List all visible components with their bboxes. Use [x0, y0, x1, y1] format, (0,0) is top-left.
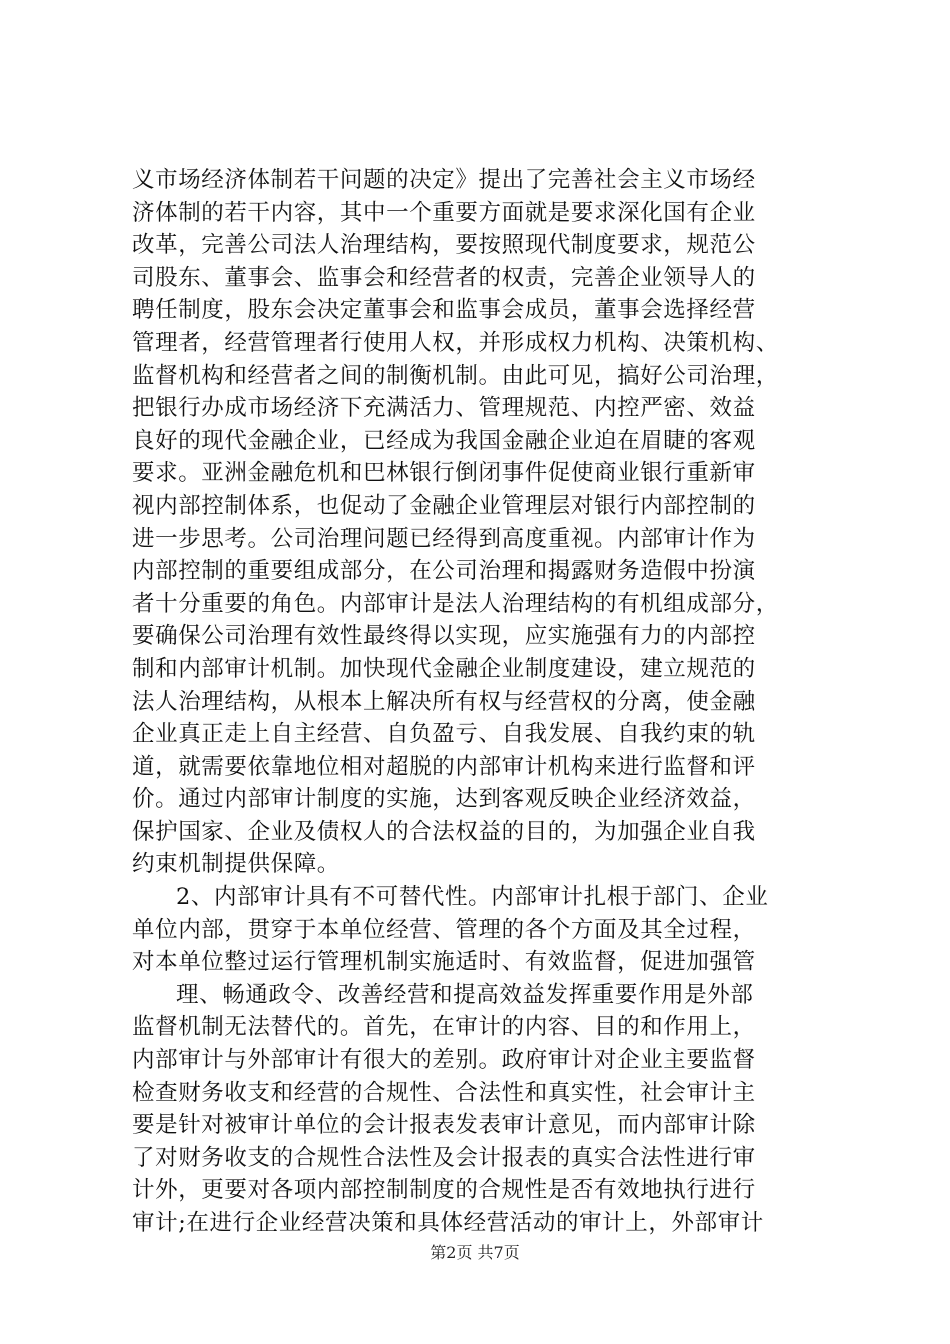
text-line: 价。通过内部审计制度的实施，达到客观反映企业经济效益， — [132, 786, 756, 813]
text-line: 单位内部，贯穿于本单位经营、管理的各个方面及其全过程， — [132, 916, 756, 943]
text-line: 监督机制无法替代的。首先，在审计的内容、目的和作用上， — [132, 1014, 756, 1041]
text-line: 要是针对被审计单位的会计报表发表审计意见，而内部审计除 — [132, 1112, 756, 1139]
text-line: 保护国家、企业及债权人的合法权益的目的，为加强企业自我 — [132, 818, 756, 845]
page-footer — [0, 1243, 950, 1263]
text-line: 企业真正走上自主经营、自负盈亏、自我发展、自我约束的轨 — [132, 721, 756, 748]
text-line: 审计;在进行企业经营决策和具体经营活动的审计上，外部审计 — [132, 1210, 764, 1236]
text-line: 对本单位整过运行管理机制实施适时、有效监督，促进加强管 — [132, 949, 756, 976]
text-line: 聘任制度，股东会决定董事会和监事会成员，董事会选择经营 — [132, 297, 756, 324]
text-line: 济体制的若干内容，其中一个重要方面就是要求深化国有企业 — [132, 199, 756, 226]
text-line: 道，就需要依靠地位相对超脱的内部审计机构来进行监督和评 — [132, 753, 756, 780]
text-line: 义市场经济体制若干问题的决定》提出了完善社会主义市场经 — [132, 167, 756, 193]
text-line: 约束机制提供保障。 — [132, 851, 340, 878]
text-line: 改革，完善公司法人治理结构，要按照现代制度要求，规范公 — [132, 232, 756, 259]
text-line: 视内部控制体系，也促动了金融企业管理层对银行内部控制的 — [132, 492, 756, 519]
text-line: 要确保公司治理有效性最终得以实现，应实施强有力的内部控 — [132, 623, 756, 650]
text-line: 把银行办成市场经济下充满活力、管理规范、内控严密、效益 — [132, 395, 756, 422]
text-line: 法人治理结构，从根本上解决所有权与经营权的分离，使金融 — [132, 688, 756, 715]
paragraph-start-line: 2、内部审计具有不可替代性。内部审计扎根于部门、企业 — [176, 884, 769, 911]
text-line: 内部控制的重要组成部分，在公司治理和揭露财务造假中扮演 — [132, 558, 756, 585]
text-line: 管理者，经营管理者行使用人权，并形成权力机构、决策机构、 — [132, 329, 779, 356]
paragraph-start-line: 理、畅通政令、改善经营和提高效益发挥重要作用是外部 — [176, 981, 754, 1008]
text-line: 制和内部审计机制。加快现代金融企业制度建设，建立规范的 — [132, 655, 756, 682]
body-text — [132, 164, 832, 1240]
text-line: 监督机构和经营者之间的制衡机制。由此可见，搞好公司治理， — [132, 362, 779, 389]
page-number: 第2页 共7页 — [430, 1243, 520, 1262]
text-line: 内部审计与外部审计有很大的差别。政府审计对企业主要监督 — [132, 1047, 756, 1074]
text-line: 计外，更要对各项内部控制制度的合规性是否有效地执行进行 — [132, 1177, 756, 1204]
text-line: 司股东、董事会、监事会和经营者的权责，完善企业领导人的 — [132, 264, 756, 291]
text-line: 良好的现代金融企业，已经成为我国金融企业迫在眉睫的客观 — [132, 427, 756, 454]
text-line: 进一步思考。公司治理问题已经得到高度重视。内部审计作为 — [132, 525, 756, 552]
text-line: 要求。亚洲金融危机和巴林银行倒闭事件促使商业银行重新审 — [132, 460, 756, 487]
text-line: 检查财务收支和经营的合规性、合法性和真实性，社会审计主 — [132, 1079, 756, 1106]
text-line: 了对财务收支的合规性合法性及会计报表的真实合法性进行审 — [132, 1144, 756, 1171]
text-line: 者十分重要的角色。内部审计是法人治理结构的有机组成部分， — [132, 590, 779, 617]
